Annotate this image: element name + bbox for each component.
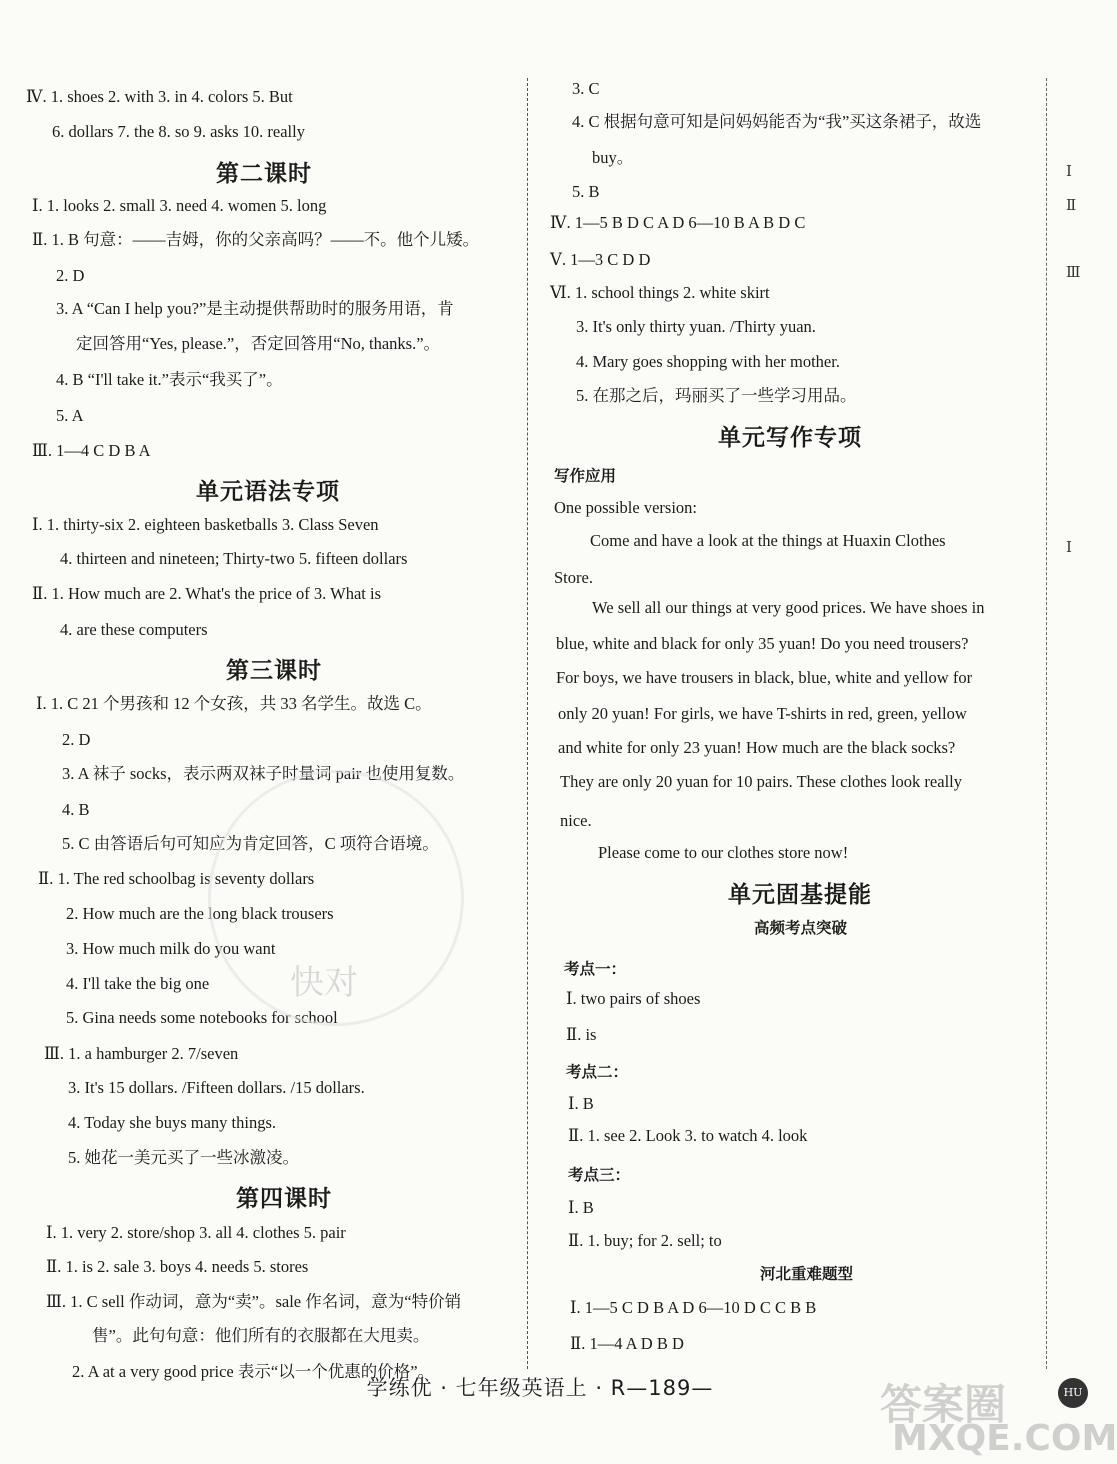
answer-line: Ⅴ. 1—3 C D D [550, 250, 651, 269]
answer-line: Ⅰ. 1—5 C D B A D 6—10 D C C B B [570, 1298, 817, 1317]
answer-line: Ⅰ. 1. very 2. store/shop 3. all 4. clothes 5. pair [46, 1223, 346, 1242]
section-heading: 单元语法专项 [196, 479, 340, 505]
answer-line: Ⅰ. 1. thirty-six 2. eighteen basketballs 3. Class Seven [32, 515, 379, 534]
answer-line: 4. C 根据句意可知是问妈妈能否为“我”买这条裙子，故选 [572, 112, 982, 131]
column-divider [1046, 78, 1047, 1369]
edge-mark: Ⅲ [1066, 263, 1081, 281]
answer-line: Ⅱ. is [566, 1025, 597, 1044]
answer-line: 售”。此句句意：他们所有的衣服都在大甩卖。 [92, 1326, 430, 1345]
answer-line: 5. B [572, 182, 600, 201]
essay-line: Store. [554, 568, 593, 587]
essay-line: They are only 20 yuan for 10 pairs. These clothes look really [560, 772, 962, 791]
answer-line: Ⅰ. 1. looks 2. small 3. need 4. women 5. long [32, 196, 327, 215]
answer-line: Ⅳ. 1. shoes 2. with 3. in 4. colors 5. But [26, 87, 293, 106]
answer-line: Ⅳ. 1—5 B D C A D 6—10 B A B D C [550, 213, 806, 232]
subheading: 河北重难题型 [760, 1265, 854, 1283]
essay-line: Come and have a look at the things at Huaxin Clothes [590, 531, 946, 550]
subheading: 考点一： [564, 960, 627, 978]
answer-line: 5. Gina needs some notebooks for school [66, 1008, 338, 1027]
answer-line: 2. A at a very good price 表示“以一个优惠的价格”。 [72, 1362, 435, 1381]
section-heading: 单元写作专项 [718, 425, 862, 451]
answer-line: 3. It's only thirty yuan. /Thirty yuan. [576, 317, 816, 336]
answer-line: Ⅰ. B [568, 1094, 594, 1113]
answer-line: 4. I'll take the big one [66, 974, 210, 993]
answer-line: Ⅱ. 1. is 2. sale 3. boys 4. needs 5. stores [46, 1257, 309, 1276]
essay-line: nice. [560, 811, 592, 830]
essay-line: and white for only 23 yuan! How much are the black socks? [558, 738, 956, 757]
answer-line: 5. A [56, 406, 84, 425]
answer-line: Ⅰ. 1. C 21 个男孩和 12 个女孩，共 33 名学生。故选 C。 [36, 694, 432, 713]
answer-line: Ⅱ. 1. The red schoolbag is seventy dollars [38, 869, 315, 888]
essay-line: only 20 yuan! For girls, we have T-shirts in red, green, yellow [558, 704, 967, 723]
section-heading: 第二课时 [216, 161, 312, 187]
edge-mark: Ⅰ [1066, 538, 1072, 556]
answer-line: Ⅵ. 1. school things 2. white skirt [550, 283, 770, 302]
corner-badge: HU [1058, 1378, 1088, 1408]
edge-mark: Ⅱ [1066, 196, 1077, 214]
section-heading: 第三课时 [226, 658, 322, 684]
answer-line: Ⅰ. two pairs of shoes [566, 989, 701, 1008]
answer-line: Ⅱ. 1. How much are 2. What's the price of 3. What is [32, 584, 381, 603]
answer-line: 4. Today she buys many things. [68, 1113, 276, 1132]
subheading: 考点二： [566, 1063, 629, 1081]
answer-line: 5. C 由答语后句可知应为肯定回答，C 项符合语境。 [62, 834, 439, 853]
answer-line: Ⅲ. 1—4 C D B A [32, 441, 151, 460]
watermark-logo: 答案圈 [880, 1380, 1007, 1429]
answer-line: 3. How much milk do you want [66, 939, 276, 958]
answer-line: 定回答用“Yes, please.”，否定回答用“No, thanks.”。 [76, 334, 441, 353]
answer-line: Ⅰ. B [568, 1198, 594, 1217]
answer-line: Ⅱ. 1. see 2. Look 3. to watch 4. look [568, 1126, 808, 1145]
answer-line: 5. 在那之后，玛丽买了一些学习用品。 [576, 386, 857, 405]
section-heading: 单元固基提能 [728, 882, 872, 908]
essay-line: One possible version: [554, 498, 697, 517]
answer-line: buy。 [592, 148, 634, 167]
watermark-site: MXQE.COM [892, 1418, 1117, 1459]
answer-line: 3. A 袜子 socks，表示两双袜子时量词 pair 也使用复数。 [62, 764, 465, 783]
subheading: 写作应用 [554, 467, 617, 485]
watermark-text: 快对 [290, 963, 358, 1003]
answer-line: 4. Mary goes shopping with her mother. [576, 352, 840, 371]
page-footer: 学练优 · 七年级英语上 · R—189— [366, 1376, 714, 1400]
edge-mark: Ⅰ [1066, 162, 1072, 180]
subheading: 考点三： [568, 1166, 631, 1184]
answer-line: 4. are these computers [60, 620, 208, 639]
answer-line: Ⅱ. 1—4 A D B D [570, 1334, 684, 1353]
answer-line: 2. D [56, 266, 85, 285]
subheading: 高频考点突破 [754, 919, 848, 937]
answer-line: 6. dollars 7. the 8. so 9. asks 10. really [52, 122, 305, 141]
answer-line: 4. thirteen and nineteen; Thirty-two 5. fifteen dollars [60, 549, 408, 568]
essay-line: Please come to our clothes store now! [598, 843, 849, 862]
answer-line: Ⅲ. 1. a hamburger 2. 7/seven [44, 1044, 239, 1063]
answer-line: 5. 她花一美元买了一些冰激凌。 [68, 1148, 299, 1167]
essay-line: We sell all our things at very good prices. We have shoes in [592, 598, 985, 617]
answer-line: 2. D [62, 730, 91, 749]
answer-line: Ⅲ. 1. C sell 作动词，意为“卖”。sale 作名词，意为“特价销 [46, 1292, 462, 1311]
answer-line: Ⅱ. 1. B 句意：——吉姆，你的父亲高吗？——不。他个儿矮。 [32, 230, 480, 249]
essay-line: For boys, we have trousers in black, blue, white and yellow for [556, 668, 973, 687]
answer-line: 3. A “Can I help you?”是主动提供帮助时的服务用语，肯 [56, 299, 454, 318]
column-divider [527, 78, 528, 1369]
essay-line: blue, white and black for only 35 yuan! Do you need trousers? [556, 634, 969, 653]
answer-line: 2. How much are the long black trousers [66, 904, 334, 923]
section-heading: 第四课时 [236, 1186, 332, 1212]
answer-line: 4. B [62, 800, 90, 819]
answer-line: 3. It's 15 dollars. /Fifteen dollars. /15 dollars. [68, 1078, 365, 1097]
answer-line: Ⅱ. 1. buy; for 2. sell; to [568, 1231, 722, 1250]
answer-line: 4. B “I'll take it.”表示“我买了”。 [56, 370, 283, 389]
answer-line: 3. C [572, 79, 600, 98]
